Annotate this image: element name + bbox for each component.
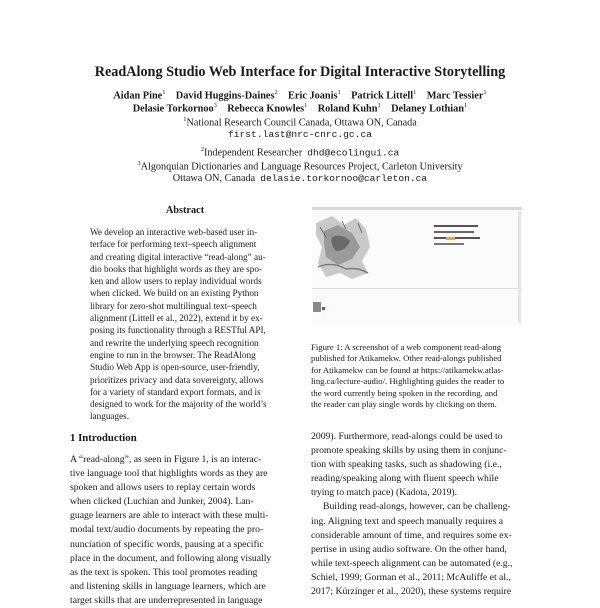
figure-1-caption (311, 342, 533, 410)
text-line: place in the document, and following along visually (70, 552, 272, 564)
author-name: Aidan Pine (113, 90, 163, 102)
affiliation-text: Ottawa ON, Canada (172, 173, 256, 184)
affiliation-mark: 1 (464, 102, 468, 109)
text-line: Building read-alongs, however, can be challeng- (323, 501, 511, 513)
text-line: when clicked (Luchian and Junker, 2004). Lan- (70, 496, 254, 508)
affiliation-mark: 3 (137, 160, 141, 167)
page-divider (312, 288, 522, 289)
affiliation-3-line-2 (40, 172, 560, 185)
affiliation-text: Algonquian Dictionaries and Language Resources Project, Carleton University (140, 161, 463, 173)
affiliation-1 (40, 113, 560, 129)
text-line: guage learners are able to interact with these multi- (70, 510, 269, 522)
affiliation-3 (40, 157, 560, 173)
text-line: A “read-along”, as seen in Figure 1, is an interac- (70, 454, 262, 465)
text-line: Schiel, 1999; Gorman et al., 2011; McAuliffe et al., (311, 571, 511, 583)
affiliation-mark: 1 (377, 102, 381, 109)
abstract-line: designed to work for the majority of the world’s (90, 399, 267, 410)
text-line: as the text is spoken. This tool promotes reading (70, 566, 258, 578)
section-heading: 1 Introduction (70, 432, 137, 444)
affiliation-mark: 2 (200, 146, 204, 153)
intro-right-column (311, 430, 533, 599)
affiliation-mark: 1 (337, 89, 341, 96)
text-line: considerable amount of time, and requires some ex- (311, 529, 512, 541)
abstract-line: alignment (Littell et al., 2022), extend it by ex- (90, 313, 263, 324)
text-line: ing. Aligning text and speech manually requires a (311, 515, 504, 527)
text-line: pertise in using audio software. On the other hand, (311, 543, 507, 555)
abstract-line: engine to run in the browser. The ReadAlong (90, 349, 256, 360)
caption-line: ling.ca/lecture-audio/. Highlighting guides the reader to (311, 376, 505, 387)
screenshot-top-bar (312, 207, 522, 210)
affiliation-mark: 2 (274, 89, 278, 96)
affiliation-text: National Research Council Canada, Ottawa ON, Canada (186, 117, 417, 129)
affiliation-text: Independent Researcher (203, 147, 303, 159)
author-name: Patrick Littell (351, 90, 414, 102)
author-name: Roland Kuhn (317, 103, 378, 115)
abstract-line: prioritizes privacy and data sovereignty, allows (90, 374, 264, 385)
author-name: Rebecca Knowles (227, 103, 305, 115)
caption-line: the word currently being spoken in the recording, and (311, 387, 498, 398)
intro-left-column (70, 453, 292, 608)
author-name: David Huggins-Daines (175, 90, 275, 102)
text-line: 2009). Furthermore, read-alongs could be used to (311, 431, 503, 442)
affiliation-mark: 1 (183, 116, 187, 123)
scrollbar-track (518, 211, 521, 323)
book-thumbnail-icon (313, 302, 321, 312)
readalong-screenshot-image (312, 207, 522, 327)
text-line: trying to match pace) (Kadota, 2019). (311, 487, 458, 499)
affiliation-mark: 1 (413, 89, 417, 96)
highlighted-word (446, 237, 455, 240)
caption-line: for Atikamekw can be found at https://atikamekw.atlas- (311, 364, 504, 375)
abstract-line: and rewrite the underlying speech recognition (90, 337, 259, 348)
abstract-heading: Abstract (165, 205, 205, 216)
text-line: tive language tool that highlights words as they are (70, 468, 268, 480)
text-line: target skills that are underrepresented in language (70, 594, 263, 606)
abstract-line: when clicked. We build on an existing Python (90, 288, 259, 299)
author-name: Delaney Lothian (391, 103, 465, 115)
text-line: tion with speaking tasks, such as shadowing (i.e., (311, 459, 502, 471)
play-marker-icon (322, 307, 325, 310)
caption-line: Figure 1: A screenshot of a web component read-along (311, 342, 502, 352)
text-line: and listening skills in language learners, which are (70, 580, 266, 592)
text-line: while text-speech alignment can be automated (e.g., (311, 557, 513, 569)
text-line: modal text/audio documents by repeating the pro- (70, 524, 264, 536)
author-name: Eric Joanis (288, 90, 338, 102)
abstract-line: terface for performing text–speech alignment (90, 239, 257, 250)
text-line: 2017; Kürzinger et al., 2020), these systems require (311, 586, 512, 598)
text-line: promote speaking skills by using them in conjunc- (311, 445, 507, 457)
abstract-line: posing its functionality through a RESTful API, (90, 325, 266, 336)
abstract-line: for a variety of standard export formats, and is (90, 386, 261, 397)
abstract-line: languages. (90, 411, 130, 422)
author-name: Delasie Torkornoo (132, 103, 214, 115)
email-address: delasie.torkornoo@carleton.ca (260, 173, 428, 184)
author-name: Marc Tessier (426, 90, 484, 102)
caption-line: published for Atikamekw. Other read-alongs published (311, 353, 502, 364)
abstract-line: ken and allow users to replay individual words (90, 276, 262, 287)
abstract-line: library for zero-shot multilingual text–speech (90, 300, 257, 311)
paper-title: ReadAlong Studio Web Interface for Digital Interactive Storytelling (94, 64, 506, 80)
email-address: dhd@ecolingui.ca (307, 147, 400, 159)
text-line: nunciation of specific words, pausing at a specific (70, 538, 264, 550)
affiliation-mark: 1 (304, 102, 308, 109)
affiliation-1-email (40, 128, 560, 141)
abstract-line: Studio Web App is open-source, user-friendly, (90, 362, 260, 373)
affiliation-mark: 3 (213, 102, 217, 109)
caption-line: the reader can play single words by clicking on them. (311, 399, 497, 410)
abstract-line: dio books that highlight words as they are spo- (90, 263, 262, 274)
text-line: spoken and allows users to replay certain words (70, 482, 256, 494)
abstract-body (90, 226, 288, 423)
text-line: reading/speaking along with fluent speech while (311, 473, 499, 485)
email-address: first.last@nrc-cnrc.gc.ca (228, 129, 372, 140)
affiliation-mark: 1 (162, 89, 166, 96)
abstract-line: and creating digital interactive “read-along” au- (90, 251, 266, 262)
abstract-line: We develop an interactive web-based user in- (90, 227, 258, 237)
storybook-illustration (316, 216, 370, 279)
figure-1-screenshot (312, 207, 522, 327)
affiliation-mark: 1 (483, 89, 487, 96)
